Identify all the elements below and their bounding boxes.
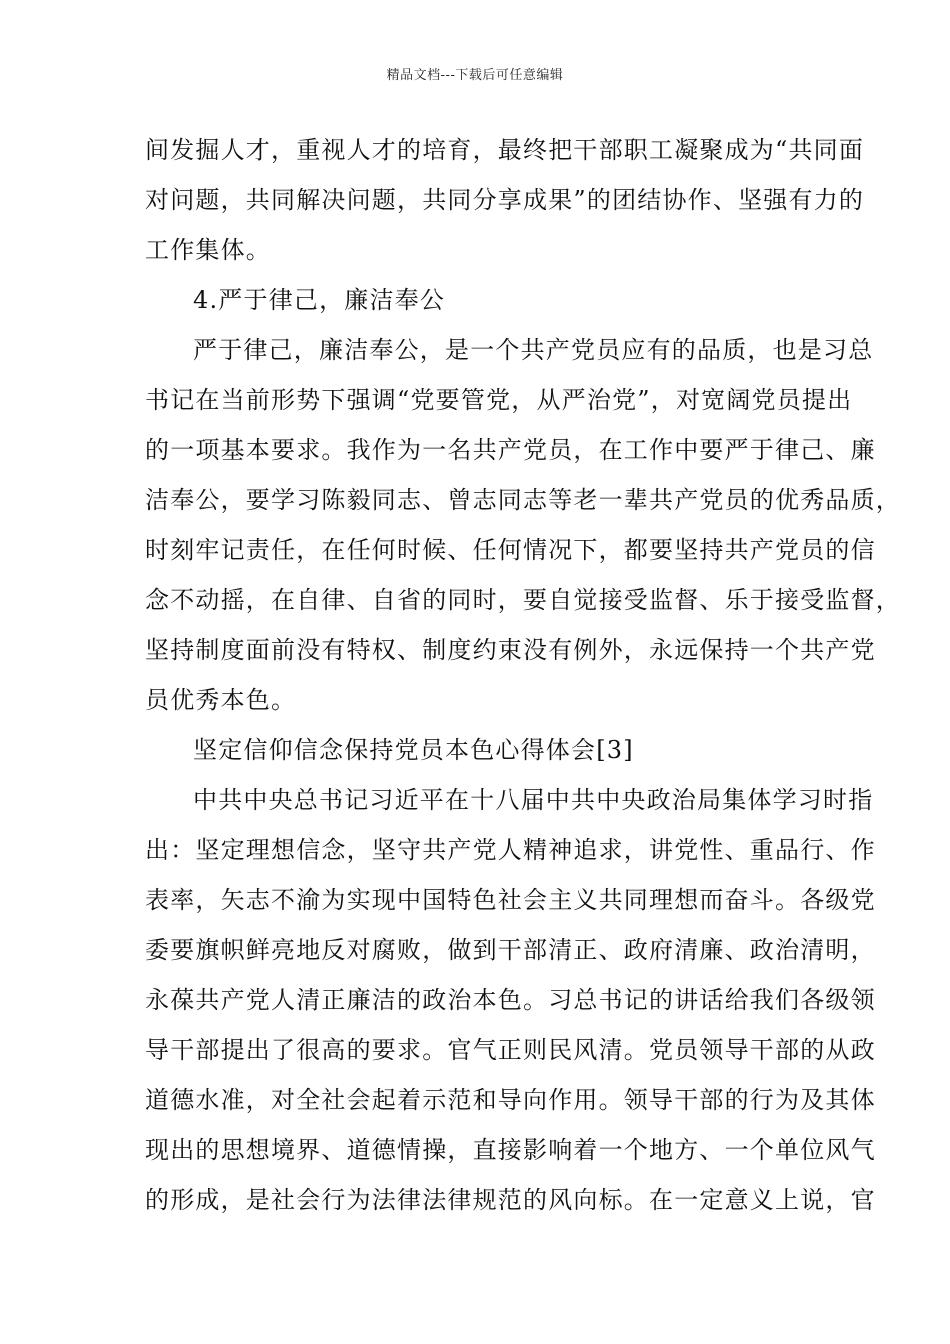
text-line: 道德水准，对全社会起着示范和导向作用。领导干部的行为及其体: [145, 1086, 876, 1114]
text-line: 坚定信仰信念保持党员本色心得体会[3]: [193, 736, 634, 764]
text-line: 4.严于律己，廉洁奉公: [193, 286, 446, 314]
text-line: 现出的思想境界、道德情操，直接影响着一个地方、一个单位风气: [145, 1136, 876, 1164]
text-line: 的形成，是社会行为法律法律规范的风向标。在一定意义上说，官: [145, 1186, 876, 1214]
text-line: 出：坚定理想信念，坚守共产党人精神追求，讲党性、重品行、作: [145, 836, 876, 864]
text-line: 导干部提出了很高的要求。官气正则民风清。党员领导干部的从政: [145, 1036, 876, 1064]
text-line: 书记在当前形势下强调“党要管党，从严治党”，对宽阔党员提出: [145, 386, 853, 414]
text-line: 表率，矢志不渝为实现中国特色社会主义共同理想而奋斗。各级党: [145, 886, 876, 914]
text-line: 的一项基本要求。我作为一名共产党员，在工作中要严于律己、廉: [145, 436, 876, 464]
text-line: 严于律己，廉洁奉公，是一个共产党员应有的品质，也是习总: [193, 336, 874, 364]
text-line: 坚持制度面前没有特权、制度约束没有例外，永远保持一个共产党: [145, 636, 876, 664]
text-line: 委要旗帜鲜亮地反对腐败，做到干部清正、政府清廉、政治清明，: [145, 936, 876, 964]
text-line: 洁奉公，要学习陈毅同志、曾志同志等老一辈共产党员的优秀品质，: [145, 486, 901, 514]
text-line: 念不动摇，在自律、自省的同时，要自觉接受监督、乐于接受监督，: [145, 586, 901, 614]
text-line: 永葆共产党人清正廉洁的政治本色。习总书记的讲话给我们各级领: [145, 986, 876, 1014]
text-line: 工作集体。: [145, 236, 271, 264]
text-line: 中共中央总书记习近平在十八届中共中央政治局集体学习时指: [193, 786, 874, 814]
text-line: 时刻牢记责任，在任何时候、任何情况下，都要坚持共产党员的信: [145, 536, 876, 564]
text-line: 间发掘人才，重视人才的培育，最终把干部职工凝聚成为“共同面: [145, 136, 865, 164]
text-line: 对问题，共同解决问题，共同分享成果”的团结协作、坚强有力的: [145, 186, 865, 214]
page-header: 精品文档---下载后可任意编辑: [386, 68, 564, 83]
document-body: [145, 130, 901, 1230]
text-line: 员优秀本色。: [145, 686, 297, 714]
